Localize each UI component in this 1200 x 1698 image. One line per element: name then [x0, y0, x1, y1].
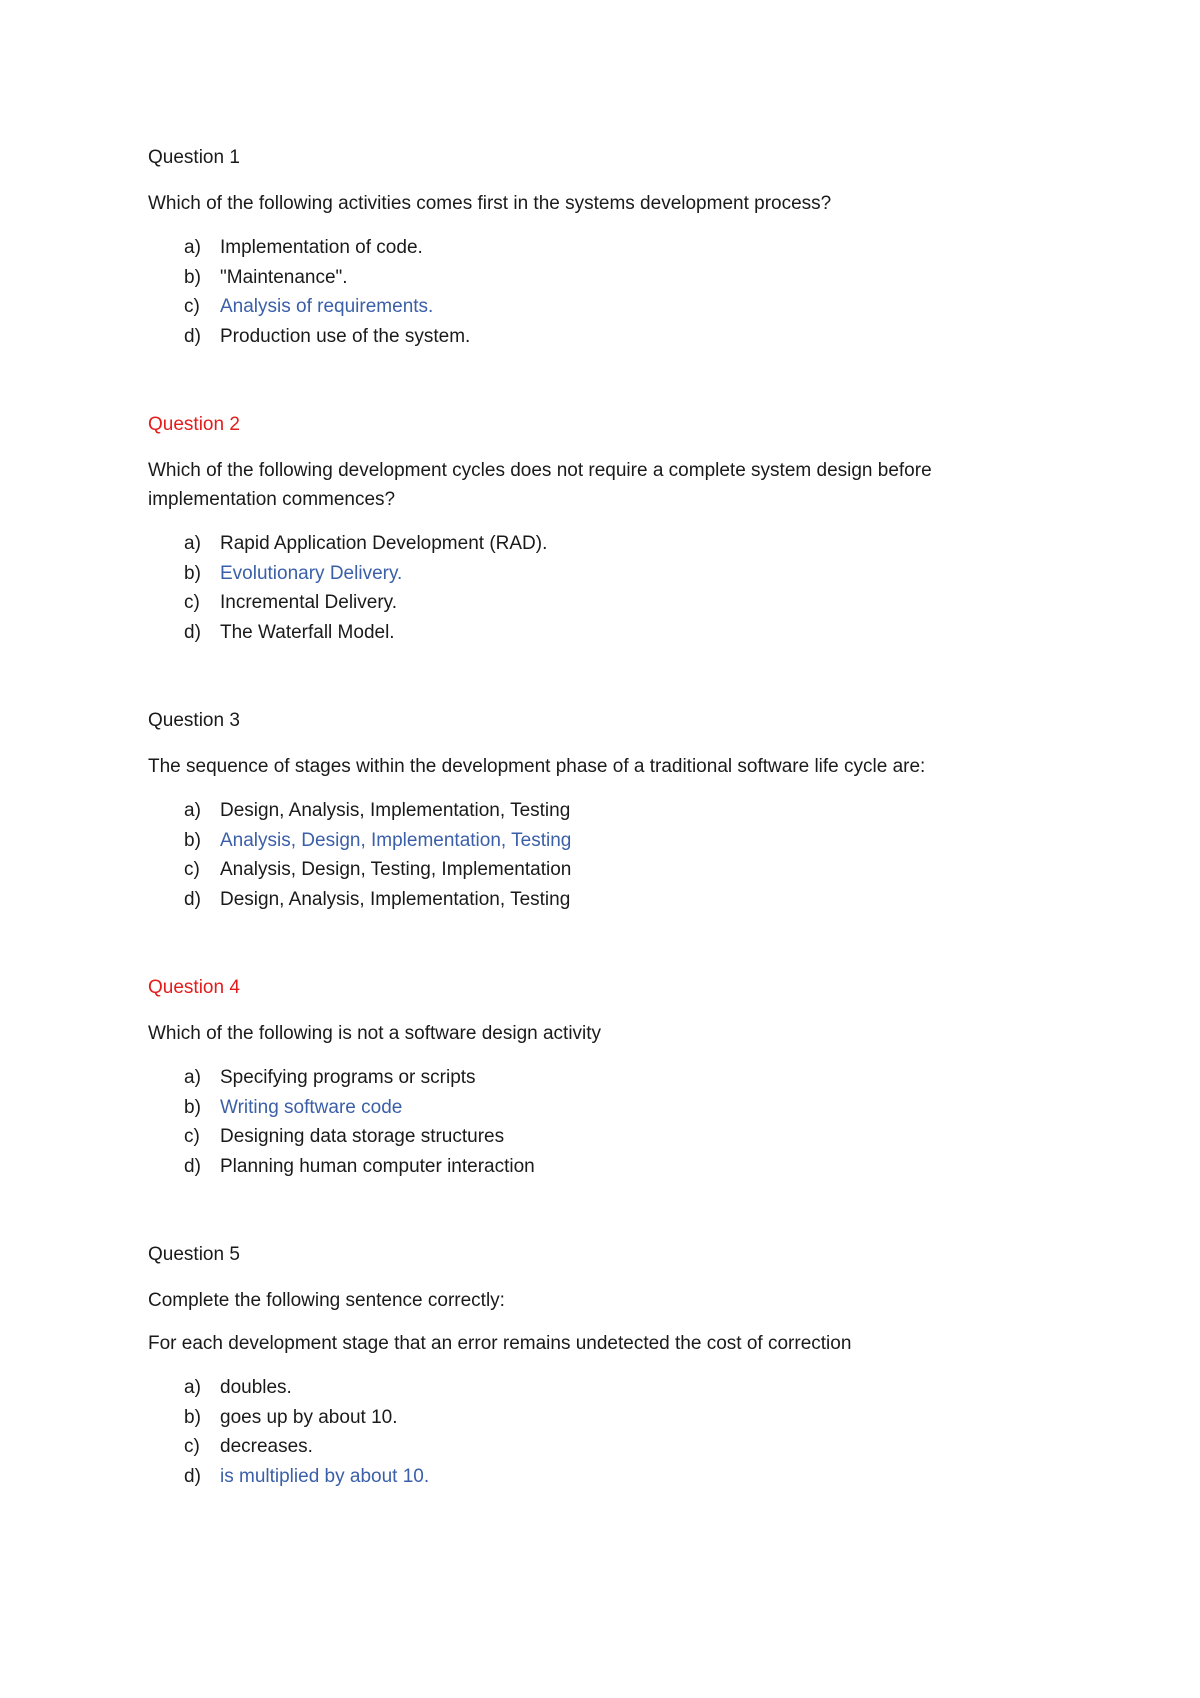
option-c-answer: [148, 292, 1048, 322]
option-a: [148, 529, 1048, 559]
option-letter: c): [184, 592, 200, 613]
option-letter: c): [184, 1126, 200, 1147]
option-text: Planning human computer interaction: [220, 1155, 535, 1177]
option-text: Analysis, Design, Testing, Implementation: [220, 859, 572, 880]
option-d: [148, 618, 1048, 648]
option-letter: a): [184, 533, 201, 554]
document-content: [148, 146, 1048, 1491]
question-1: [148, 146, 1048, 351]
option-letter: c): [184, 1436, 200, 1457]
option-letter: a): [184, 1067, 201, 1088]
option-list: [148, 233, 1048, 351]
option-list: [148, 796, 1048, 914]
option-text: decreases.: [220, 1436, 313, 1457]
option-text: The Waterfall Model.: [220, 621, 395, 643]
option-letter: b): [184, 1406, 201, 1428]
option-b-answer: [148, 559, 1048, 589]
option-text: Analysis of requirements.: [220, 296, 434, 317]
option-letter: d): [184, 888, 201, 910]
option-text: Design, Analysis, Implementation, Testing: [220, 800, 571, 821]
option-b-answer: [148, 826, 1048, 856]
option-c: [148, 588, 1048, 618]
option-text: is multiplied by about 10.: [220, 1465, 430, 1487]
option-letter: a): [184, 237, 201, 258]
option-letter: d): [184, 621, 201, 643]
option-d: [148, 885, 1048, 915]
option-letter: b): [184, 1096, 201, 1118]
question-text: The sequence of stages within the development phase of a traditional software life cycle are:: [148, 756, 926, 777]
option-letter: b): [184, 829, 201, 851]
option-text: "Maintenance".: [220, 266, 348, 288]
question-text-continued: For each development stage that an error remains undetected the cost of correction: [148, 1333, 852, 1354]
option-d-answer: [148, 1462, 1048, 1492]
option-a: [148, 1063, 1048, 1093]
option-list: [148, 1063, 1048, 1181]
option-b: [148, 1403, 1048, 1433]
option-text: Designing data storage structures: [220, 1126, 505, 1147]
question-text: Which of the following activities comes first in the systems development process?: [148, 193, 832, 214]
option-letter: a): [184, 1377, 201, 1398]
option-d: [148, 1152, 1048, 1182]
option-a: [148, 796, 1048, 826]
question-4: [148, 976, 1048, 1181]
option-a: [148, 1373, 1048, 1403]
option-text: Writing software code: [220, 1096, 403, 1118]
option-b-answer: [148, 1093, 1048, 1123]
option-list: [148, 1373, 1048, 1491]
option-letter: d): [184, 325, 201, 347]
question-5: [148, 1243, 1048, 1491]
option-list: [148, 529, 1048, 647]
option-letter: d): [184, 1155, 201, 1177]
question-3: [148, 709, 1048, 914]
option-letter: b): [184, 266, 201, 288]
option-letter: c): [184, 859, 200, 880]
option-text: Incremental Delivery.: [220, 592, 398, 613]
question-title-flagged: Question 4: [148, 977, 240, 998]
option-text: Production use of the system.: [220, 325, 471, 347]
option-c: [148, 1432, 1048, 1462]
option-letter: b): [184, 562, 201, 584]
option-a: [148, 233, 1048, 263]
option-d: [148, 322, 1048, 352]
option-letter: d): [184, 1465, 201, 1487]
question-title: Question 3: [148, 710, 240, 731]
question-text: Complete the following sentence correctly:: [148, 1290, 505, 1311]
option-text: doubles.: [220, 1377, 292, 1398]
option-text: Design, Analysis, Implementation, Testing: [220, 888, 571, 910]
question-text: Which of the following is not a software design activity: [148, 1023, 602, 1044]
option-text: Specifying programs or scripts: [220, 1067, 476, 1088]
option-letter: c): [184, 296, 200, 317]
question-title: Question 5: [148, 1244, 240, 1265]
question-title-flagged: Question 2: [148, 414, 240, 435]
option-text: Rapid Application Development (RAD).: [220, 533, 548, 554]
option-c: [148, 855, 1048, 885]
option-b: [148, 263, 1048, 293]
option-text: goes up by about 10.: [220, 1406, 398, 1428]
option-letter: a): [184, 800, 201, 821]
question-title: Question 1: [148, 147, 240, 168]
option-text: Implementation of code.: [220, 237, 423, 258]
option-text: Evolutionary Delivery.: [220, 562, 403, 584]
option-text: Analysis, Design, Implementation, Testing: [220, 829, 572, 851]
question-2: [148, 413, 1048, 647]
question-text: Which of the following development cycles does not require a complete system design before implementation commences?: [148, 460, 932, 510]
option-c: [148, 1122, 1048, 1152]
